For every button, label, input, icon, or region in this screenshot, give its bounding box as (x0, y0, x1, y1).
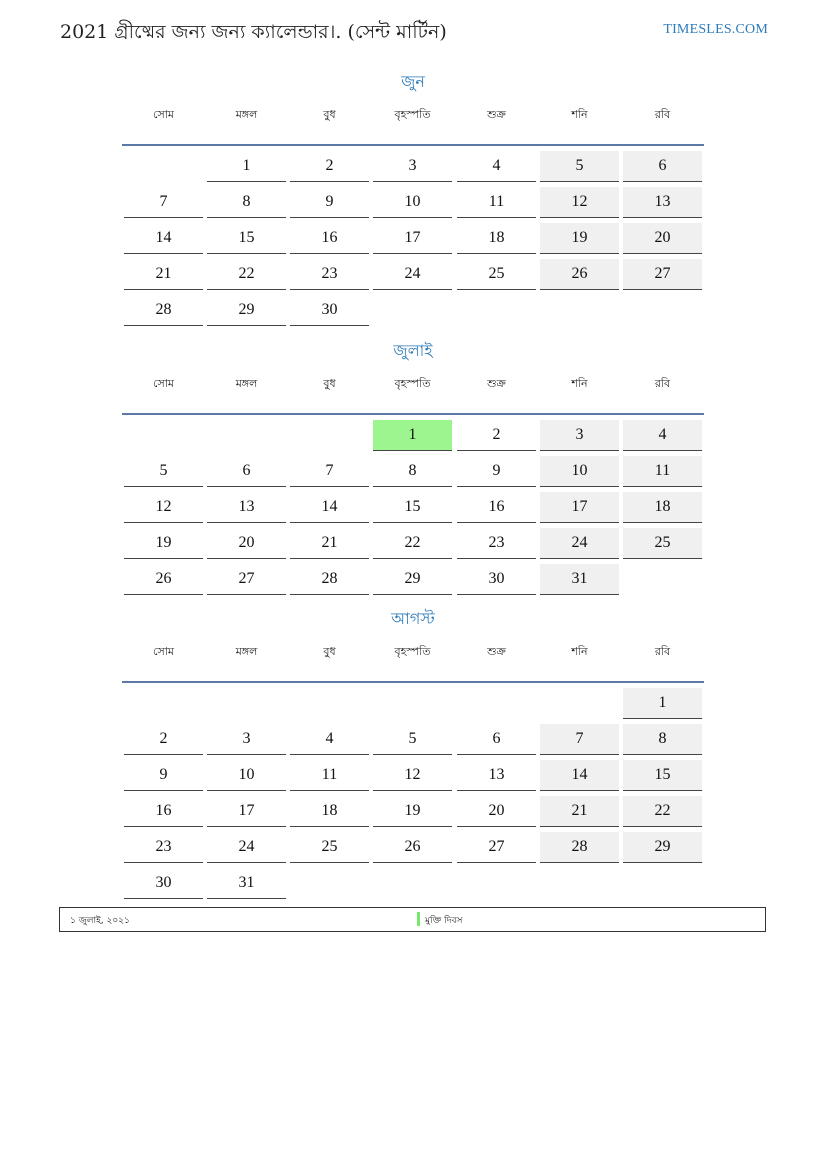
holiday-color-swatch (417, 912, 420, 926)
weekday-label: বুধ (323, 377, 336, 390)
day-cell: 3 (207, 724, 286, 755)
weekday-header-row (122, 104, 704, 146)
weekday-label: শনি (571, 377, 588, 390)
day-cell: 15 (623, 760, 702, 791)
day-cell: 10 (207, 760, 286, 791)
day-cell: 28 (290, 564, 369, 595)
day-cell: 29 (207, 295, 286, 326)
day-cell: 3 (373, 151, 452, 182)
day-cell: 25 (623, 528, 702, 559)
day-cell: 12 (124, 492, 203, 523)
day-cell: 31 (540, 564, 619, 595)
month-august (122, 608, 704, 904)
day-cell: 22 (623, 796, 702, 827)
month-title: জুলাই (393, 341, 433, 360)
site-link[interactable]: TIMESLES.COM (663, 22, 768, 37)
day-cell: 8 (373, 456, 452, 487)
day-cell: 24 (373, 259, 452, 290)
weekday-label: বুধ (323, 645, 336, 658)
weekday-label: রবি (654, 645, 671, 658)
day-cell: 5 (124, 456, 203, 487)
day-cell: 9 (124, 760, 203, 791)
day-cell: 13 (623, 187, 702, 218)
day-cell: 17 (207, 796, 286, 827)
day-cell: 1 (623, 688, 702, 719)
weekday-label: শুক্র (487, 645, 506, 658)
page-title: 2021 গ্রীষ্মের জন্য জন্য ক্যালেন্ডার।. (সেন্ট মার্টিন) (60, 21, 447, 43)
day-cell: 18 (290, 796, 369, 827)
day-cell: 19 (373, 796, 452, 827)
day-cell: 22 (373, 528, 452, 559)
day-cell: 23 (124, 832, 203, 863)
day-cell: 7 (540, 724, 619, 755)
month-june (122, 71, 704, 331)
weekday-label: বৃহস্পতি (394, 377, 431, 390)
day-cell: 8 (207, 187, 286, 218)
day-cell: 6 (457, 724, 536, 755)
weekday-label: মঙ্গল (235, 108, 258, 121)
day-cell: 9 (290, 187, 369, 218)
day-cell: 16 (290, 223, 369, 254)
day-cell: 24 (540, 528, 619, 559)
day-cell: 19 (540, 223, 619, 254)
day-cell: 1 (207, 151, 286, 182)
day-cell: 23 (457, 528, 536, 559)
day-cell: 25 (290, 832, 369, 863)
day-cell: 28 (540, 832, 619, 863)
day-cell: 26 (124, 564, 203, 595)
day-cell: 3 (540, 420, 619, 451)
day-cell: 14 (290, 492, 369, 523)
day-cell: 17 (373, 223, 452, 254)
weekday-label: শুক্র (487, 108, 506, 121)
holiday-legend (59, 907, 766, 932)
day-cell: 30 (290, 295, 369, 326)
day-cell: 20 (207, 528, 286, 559)
legend-event: মুক্তি দিবস (425, 916, 463, 926)
weekday-label: সোম (152, 108, 175, 121)
day-cell: 16 (457, 492, 536, 523)
day-cell: 31 (207, 868, 286, 899)
legend-date: ১ জুলাই, ২০২১ (70, 916, 130, 926)
day-cell: 14 (540, 760, 619, 791)
day-cell: 29 (373, 564, 452, 595)
day-cell: 6 (207, 456, 286, 487)
day-cell: 24 (207, 832, 286, 863)
day-cell: 21 (124, 259, 203, 290)
day-cell: 2 (124, 724, 203, 755)
day-cell: 11 (623, 456, 702, 487)
day-cell: 12 (373, 760, 452, 791)
day-cell: 23 (290, 259, 369, 290)
day-cell: 4 (457, 151, 536, 182)
day-cell: 11 (290, 760, 369, 791)
day-cell: 15 (207, 223, 286, 254)
weekday-label: বুধ (323, 108, 336, 121)
day-cell: 19 (124, 528, 203, 559)
day-cell: 6 (623, 151, 702, 182)
day-cell: 16 (124, 796, 203, 827)
weekday-label: সোম (152, 645, 175, 658)
weekday-label: রবি (654, 108, 671, 121)
day-grid (122, 688, 704, 904)
weekday-label: সোম (152, 377, 175, 390)
day-cell: 9 (457, 456, 536, 487)
weekday-label: বৃহস্পতি (394, 108, 431, 121)
day-cell: 12 (540, 187, 619, 218)
day-cell: 7 (124, 187, 203, 218)
day-cell: 28 (124, 295, 203, 326)
day-cell: 1 (373, 420, 452, 451)
day-cell: 4 (290, 724, 369, 755)
day-cell: 25 (457, 259, 536, 290)
day-cell: 20 (457, 796, 536, 827)
month-title: জুন (401, 72, 425, 91)
month-title: আগস্ট (391, 609, 435, 628)
day-cell: 21 (540, 796, 619, 827)
weekday-label: বৃহস্পতি (394, 645, 431, 658)
day-cell: 17 (540, 492, 619, 523)
day-cell: 5 (373, 724, 452, 755)
weekday-label: মঙ্গল (235, 377, 258, 390)
weekday-header-row (122, 373, 704, 415)
month-july (122, 340, 704, 600)
weekday-header-row (122, 641, 704, 683)
day-cell: 11 (457, 187, 536, 218)
day-cell: 27 (457, 832, 536, 863)
day-cell: 30 (124, 868, 203, 899)
day-cell: 20 (623, 223, 702, 254)
weekday-label: শনি (571, 645, 588, 658)
day-cell: 21 (290, 528, 369, 559)
weekday-label: রবি (654, 377, 671, 390)
day-cell: 27 (207, 564, 286, 595)
day-cell: 7 (290, 456, 369, 487)
weekday-label: শুক্র (487, 377, 506, 390)
day-cell: 13 (457, 760, 536, 791)
day-cell: 15 (373, 492, 452, 523)
day-cell: 5 (540, 151, 619, 182)
day-grid (122, 151, 704, 331)
day-cell: 27 (623, 259, 702, 290)
day-cell: 8 (623, 724, 702, 755)
day-cell: 4 (623, 420, 702, 451)
day-cell: 14 (124, 223, 203, 254)
day-cell: 2 (290, 151, 369, 182)
weekday-label: মঙ্গল (235, 645, 258, 658)
day-cell: 26 (540, 259, 619, 290)
day-cell: 10 (373, 187, 452, 218)
day-cell: 10 (540, 456, 619, 487)
day-cell: 22 (207, 259, 286, 290)
day-cell: 29 (623, 832, 702, 863)
day-cell: 2 (457, 420, 536, 451)
day-cell: 30 (457, 564, 536, 595)
day-cell: 18 (457, 223, 536, 254)
day-cell: 26 (373, 832, 452, 863)
day-cell: 18 (623, 492, 702, 523)
day-cell: 13 (207, 492, 286, 523)
weekday-label: শনি (571, 108, 588, 121)
day-grid (122, 420, 704, 600)
